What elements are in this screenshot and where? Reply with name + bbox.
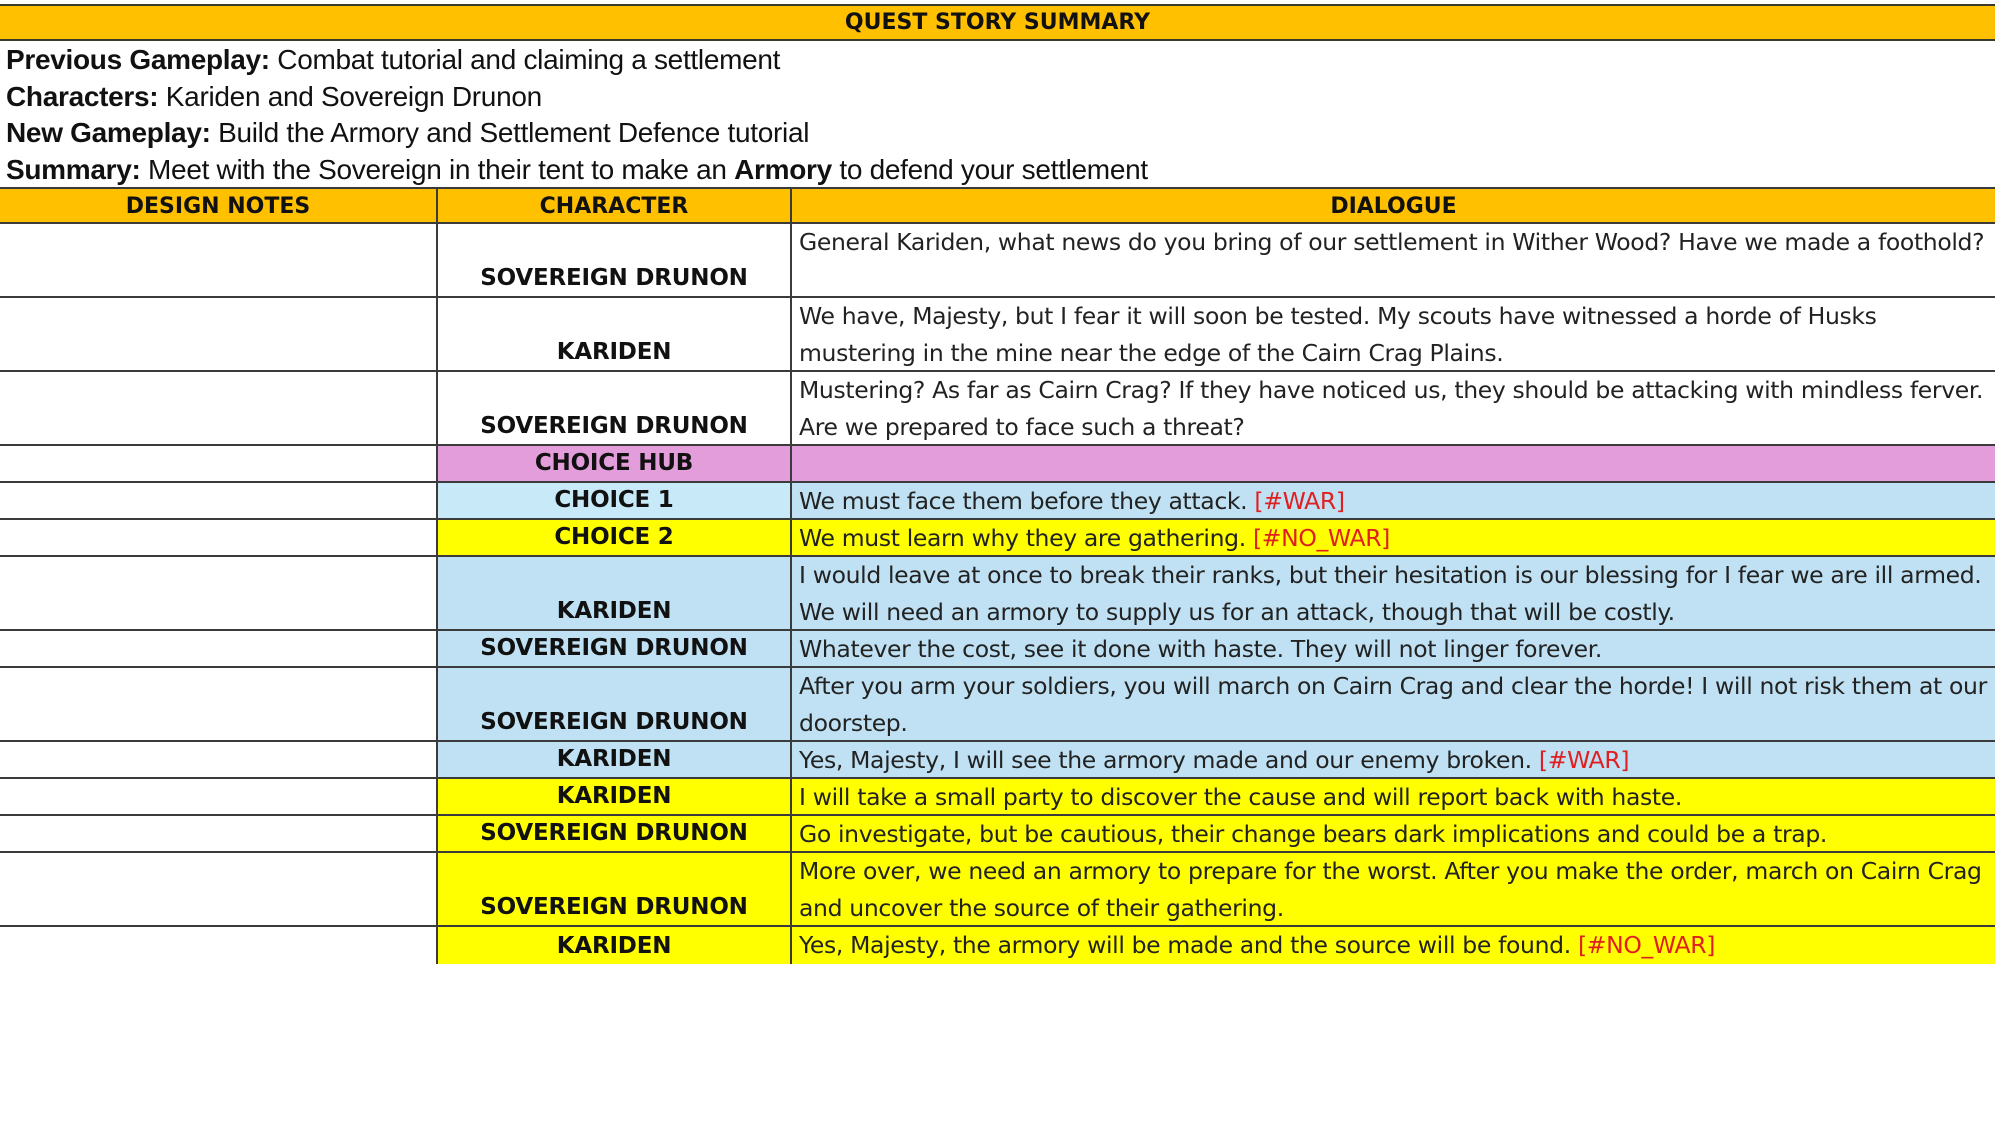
dialogue-cell[interactable] bbox=[792, 668, 1995, 740]
design-notes-cell[interactable] bbox=[0, 816, 438, 851]
dialogue-line: We must face them before they attack. bbox=[799, 487, 1255, 515]
character-cell[interactable] bbox=[438, 298, 792, 370]
no-war-tag: [#NO_WAR] bbox=[1252, 524, 1390, 552]
dialogue-cell[interactable] bbox=[792, 853, 1995, 925]
design-notes-cell[interactable] bbox=[0, 372, 438, 444]
table-row bbox=[0, 631, 1995, 668]
character-name: KARIDEN bbox=[556, 783, 672, 809]
choice-hub-label: CHOICE HUB bbox=[534, 450, 694, 476]
design-notes-cell[interactable] bbox=[0, 520, 438, 555]
dialogue-line: I would leave at once to break their ranks, but their hesitation is our blessing for I fear we are ill armed. We will need an armory to supply us for an attack, though that will be costly. bbox=[799, 561, 1982, 626]
character-name: SOVEREIGN DRUNON bbox=[480, 413, 748, 439]
character-name: SOVEREIGN DRUNON bbox=[480, 635, 748, 661]
table-row bbox=[0, 557, 1995, 631]
dialogue-cell[interactable] bbox=[792, 298, 1995, 370]
dialogue-line: Yes, Majesty, the armory will be made and the source will be found. bbox=[799, 931, 1578, 959]
character-cell[interactable] bbox=[438, 446, 792, 481]
dialogue-cell[interactable] bbox=[792, 557, 1995, 629]
character-name: SOVEREIGN DRUNON bbox=[480, 894, 748, 920]
summary-line bbox=[6, 152, 1986, 189]
character-cell[interactable] bbox=[438, 520, 792, 555]
characters-label: Characters: bbox=[6, 80, 159, 112]
dialogue-line: After you arm your soldiers, you will march on Cairn Crag and clear the horde! I will not risk them at our doorstep. bbox=[799, 672, 1987, 737]
character-cell[interactable] bbox=[438, 483, 792, 518]
table-row bbox=[0, 224, 1995, 298]
character-cell[interactable] bbox=[438, 224, 792, 296]
character-name: SOVEREIGN DRUNON bbox=[480, 265, 748, 291]
character-name: KARIDEN bbox=[556, 933, 672, 959]
design-notes-cell[interactable] bbox=[0, 446, 438, 481]
dialogue-cell[interactable] bbox=[792, 520, 1995, 555]
choice-2-row bbox=[0, 520, 1995, 557]
characters-value: Kariden and Sovereign Drunon bbox=[158, 80, 542, 112]
summary-value: Meet with the Sovereign in their tent to make an bbox=[140, 153, 735, 185]
dialogue-text bbox=[792, 668, 1995, 741]
dialogue-cell[interactable] bbox=[792, 446, 1995, 481]
character-cell[interactable] bbox=[438, 742, 792, 777]
character-name: KARIDEN bbox=[556, 598, 672, 624]
character-cell[interactable] bbox=[438, 668, 792, 740]
dialogue-cell[interactable] bbox=[792, 927, 1995, 964]
design-notes-cell[interactable] bbox=[0, 927, 438, 964]
no-war-tag: [#NO_WAR] bbox=[1577, 931, 1716, 959]
character-name: KARIDEN bbox=[556, 746, 672, 772]
column-header-design-notes[interactable]: DESIGN NOTES bbox=[0, 189, 438, 222]
table-row bbox=[0, 853, 1995, 927]
new-gameplay-value: Build the Armory and Settlement Defence tutorial bbox=[210, 117, 810, 148]
new-gameplay-line bbox=[6, 115, 1986, 152]
dialogue-cell[interactable] bbox=[792, 224, 1995, 296]
character-cell[interactable] bbox=[436, 927, 792, 964]
war-tag: [#WAR] bbox=[1254, 487, 1345, 515]
dialogue-line: We have, Majesty, but I fear it will soon be tested. My scouts have witnessed a horde of Husks mustering in the mine near the edge of the Cairn Crag Plains. bbox=[799, 302, 1877, 367]
previous-gameplay-value: Combat tutorial and claiming a settlement bbox=[269, 44, 781, 75]
dialogue-text bbox=[792, 483, 1995, 520]
design-notes-cell[interactable] bbox=[0, 557, 438, 629]
previous-gameplay-line bbox=[6, 42, 1986, 79]
character-name: KARIDEN bbox=[556, 339, 672, 365]
character-name: SOVEREIGN DRUNON bbox=[480, 820, 748, 846]
dialogue-line: Mustering? As far as Cairn Crag? If they have noticed us, they should be attacking with mindless ferver. Are we prepared to face such a threat? bbox=[799, 376, 1984, 441]
design-notes-cell[interactable] bbox=[0, 224, 438, 296]
choice-hub-row bbox=[0, 446, 1995, 483]
characters-line bbox=[6, 79, 1986, 116]
dialogue-line: Go investigate, but be cautious, their change bears dark implications and could be a trap. bbox=[799, 820, 1828, 848]
character-cell[interactable] bbox=[438, 853, 792, 925]
dialogue-text bbox=[792, 557, 1995, 630]
design-notes-cell[interactable] bbox=[0, 483, 438, 518]
character-name: SOVEREIGN DRUNON bbox=[480, 709, 748, 735]
dialogue-line: I will take a small party to discover the cause and will report back with haste. bbox=[799, 783, 1682, 811]
table-row bbox=[0, 927, 1995, 964]
table-row bbox=[0, 372, 1995, 446]
design-notes-cell[interactable] bbox=[0, 668, 438, 740]
dialogue-text bbox=[792, 631, 1995, 668]
character-cell[interactable] bbox=[438, 557, 792, 629]
dialogue-cell[interactable] bbox=[792, 372, 1995, 444]
dialogue-cell[interactable] bbox=[792, 779, 1995, 814]
table-header-row bbox=[0, 187, 1995, 224]
dialogue-cell[interactable] bbox=[792, 816, 1995, 851]
choice-1-label: CHOICE 1 bbox=[554, 487, 674, 513]
column-header-character[interactable]: CHARACTER bbox=[438, 189, 792, 222]
dialogue-line: More over, we need an armory to prepare for the worst. After you make the order, march on Cairn Crag and uncover the source of their gathering. bbox=[799, 857, 1982, 922]
table-row bbox=[0, 779, 1995, 816]
quest-info bbox=[6, 42, 1986, 188]
dialogue-line: Whatever the cost, see it done with haste. They will not linger forever. bbox=[799, 635, 1603, 663]
design-notes-cell[interactable] bbox=[0, 742, 438, 777]
war-tag: [#WAR] bbox=[1538, 746, 1630, 774]
dialogue-text bbox=[792, 520, 1995, 557]
dialogue-text bbox=[792, 298, 1995, 371]
column-header-dialogue[interactable]: DIALOGUE bbox=[792, 189, 1995, 222]
table-row bbox=[0, 298, 1995, 372]
dialogue-text bbox=[792, 816, 1995, 853]
dialogue-text bbox=[792, 742, 1995, 779]
dialogue-cell[interactable] bbox=[792, 742, 1995, 777]
dialogue-cell[interactable] bbox=[792, 483, 1995, 518]
table-row bbox=[0, 742, 1995, 779]
table-row bbox=[0, 668, 1995, 742]
summary-label: Summary: bbox=[6, 153, 141, 185]
dialogue-line: Yes, Majesty, I will see the armory made and our enemy broken. bbox=[799, 746, 1539, 774]
dialogue-text bbox=[792, 372, 1995, 445]
character-cell[interactable] bbox=[438, 779, 792, 814]
character-cell[interactable] bbox=[438, 816, 792, 851]
design-notes-cell[interactable] bbox=[0, 779, 438, 814]
choice-1-row bbox=[0, 483, 1995, 520]
character-cell[interactable] bbox=[438, 372, 792, 444]
dialogue-line: We must learn why they are gathering. bbox=[799, 524, 1253, 552]
dialogue-text bbox=[792, 224, 1995, 261]
quest-story-summary-title: QUEST STORY SUMMARY bbox=[0, 4, 1995, 41]
design-notes-cell[interactable] bbox=[0, 298, 438, 370]
dialogue-text bbox=[792, 853, 1995, 926]
character-cell[interactable] bbox=[438, 631, 792, 666]
dialogue-cell[interactable] bbox=[792, 631, 1995, 666]
design-notes-cell[interactable] bbox=[0, 853, 438, 925]
dialogue-text bbox=[792, 927, 1995, 964]
table-row bbox=[0, 816, 1995, 853]
dialogue-table bbox=[0, 187, 1995, 964]
summary-armory: Armory bbox=[734, 153, 832, 185]
previous-gameplay-label: Previous Gameplay: bbox=[6, 44, 270, 75]
choice-2-label: CHOICE 2 bbox=[554, 524, 674, 550]
design-notes-cell[interactable] bbox=[0, 631, 438, 666]
dialogue-text bbox=[792, 779, 1995, 816]
dialogue-line: General Kariden, what news do you bring of our settlement in Wither Wood? Have we made a foothold? bbox=[799, 228, 1985, 256]
new-gameplay-label: New Gameplay: bbox=[6, 117, 211, 148]
summary-value-end: to defend your settlement bbox=[831, 153, 1148, 185]
